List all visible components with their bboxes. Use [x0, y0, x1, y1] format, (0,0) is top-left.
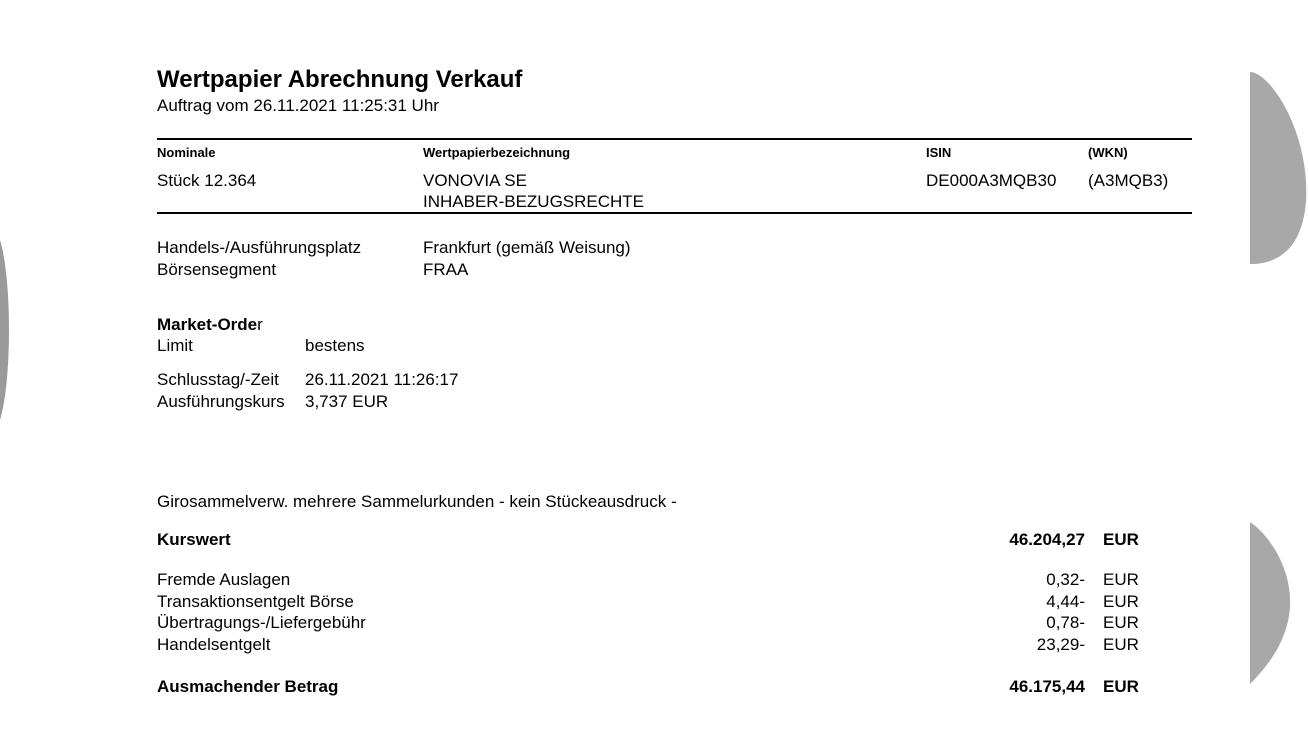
total-currency: EUR	[1103, 677, 1139, 696]
total-amount: 46.175,44	[1009, 677, 1085, 696]
col-header-nominale: Nominale	[157, 145, 216, 160]
value-schlusstag: 26.11.2021 11:26:17	[305, 370, 459, 389]
order-type-bold: Market-Orde	[157, 315, 258, 334]
custody-note: Girosammelverw. mehrere Sammelurkunden - kein Stückeausdruck -	[157, 492, 677, 511]
fee-label: Übertragungs-/Liefergebühr	[157, 613, 366, 632]
order-type	[157, 315, 263, 335]
col-header-isin: ISIN	[926, 145, 952, 160]
wkn-value: (A3MQB3)	[1088, 171, 1169, 190]
value-boersensegment: FRAA	[423, 260, 469, 279]
isin-value: DE000A3MQB30	[926, 171, 1057, 190]
label-schlusstag: Schlusstag/-Zeit	[157, 370, 279, 389]
fee-amount: 23,29-	[1036, 635, 1085, 654]
fee-currency: EUR	[1103, 570, 1139, 589]
fee-label: Transaktionsentgelt Börse	[157, 592, 354, 611]
scan-shadow-right-bottom	[1250, 522, 1308, 687]
nominale-value: Stück 12.364	[157, 171, 257, 190]
table-bottom-rule	[157, 212, 1192, 214]
label-limit: Limit	[157, 336, 193, 355]
scan-shadow-left	[0, 240, 12, 420]
total-label: Ausmachender Betrag	[157, 677, 339, 696]
kurswert-currency: EUR	[1103, 530, 1139, 549]
kurswert-amount: 46.204,27	[1009, 530, 1085, 549]
table-top-rule	[157, 138, 1192, 140]
value-ausfuehrungskurs: 3,737 EUR	[305, 392, 389, 411]
value-handelsplatz: Frankfurt (gemäß Weisung)	[423, 238, 631, 257]
security-name-line2: INHABER-BEZUGSRECHTE	[423, 192, 645, 211]
order-type-tail: r	[257, 315, 263, 334]
fee-label: Handelsentgelt	[157, 635, 271, 654]
security-name-line1: VONOVIA SE	[423, 171, 527, 190]
fee-amount: 0,32-	[1046, 570, 1085, 589]
fee-amount: 0,78-	[1046, 613, 1085, 632]
kurswert-label: Kurswert	[157, 530, 231, 549]
col-header-wkn: (WKN)	[1088, 145, 1128, 160]
fee-label: Fremde Auslagen	[157, 570, 291, 589]
label-boersensegment: Börsensegment	[157, 260, 277, 279]
col-header-bezeichnung: Wertpapierbezeichnung	[423, 145, 571, 160]
label-ausfuehrungskurs: Ausführungskurs	[157, 392, 285, 411]
scan-shadow-right-top	[1250, 72, 1308, 266]
label-handelsplatz: Handels-/Ausführungsplatz	[157, 238, 362, 257]
document-title: Wertpapier Abrechnung Verkauf	[157, 66, 523, 93]
fee-amount: 4,44-	[1046, 592, 1085, 611]
fee-currency: EUR	[1103, 613, 1139, 632]
order-date: Auftrag vom 26.11.2021 11:25:31 Uhr	[157, 96, 439, 115]
fee-currency: EUR	[1103, 635, 1139, 654]
value-limit: bestens	[305, 336, 365, 355]
fee-currency: EUR	[1103, 592, 1139, 611]
